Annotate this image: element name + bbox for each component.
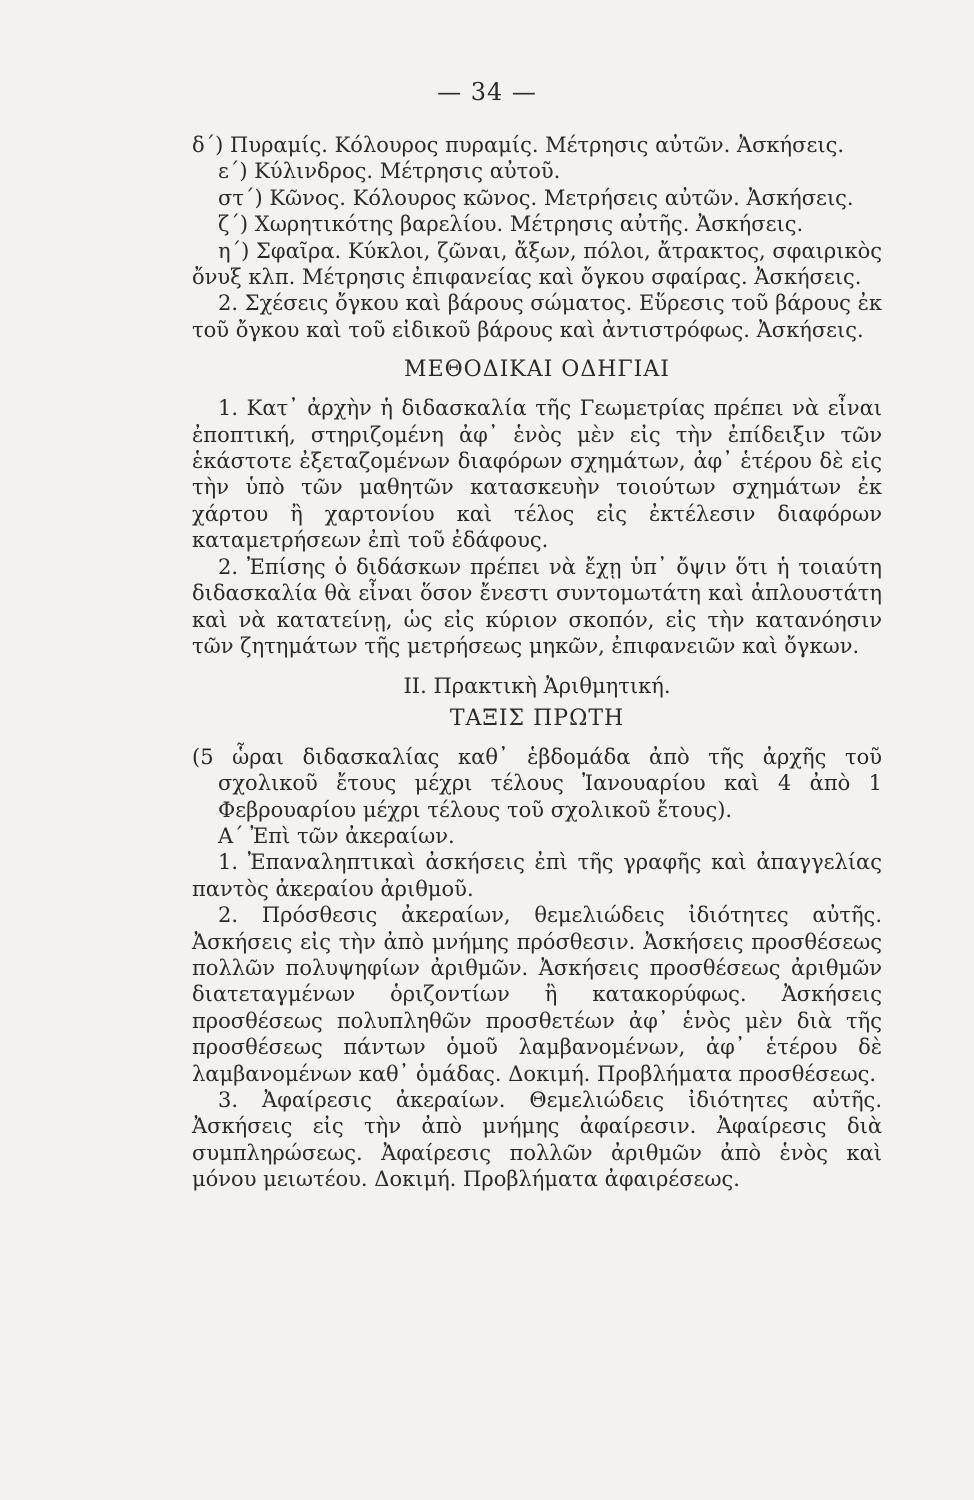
method-1: 1. Κατ᾽ ἀρχὴν ἡ διδασκαλία τῆς Γεωμετρίας πρέπει νὰ εἶναι ἐποπτική, στηριζομένη ἀφ᾽ ἑνὸς μὲν εἰς τὴν ἐπίδειξιν τῶν ἑκάστοτε ἐξεταζομένων διαφόρων σχημάτων, ἀφ᾽ ἑτέρου δὲ εἰς τὴν ὑπὸ τῶν μαθητῶν κατασκευὴν τοιούτων σχημάτων ἐκ χάρτου ἢ χαρτονίου καὶ τέλος εἰς ἐκτέλεσιν διαφόρων καταμετρήσεων ἐπὶ τοῦ ἐδάφους. [192,396,882,553]
page-number: — 34 — [437,78,537,106]
heading-methodical-guidelines: ΜΕΘΟΔΙΚΑΙ ΟΔΗΓΙΑΙ [404,357,670,383]
item-e: ε΄) Κύλινδρος. Μέτρησις αὐτοῦ. [218,159,561,184]
class-note: (5 ὧραι διδασκαλίας καθ᾽ ἑβδομάδα ἀπὸ τῆς ἀρχῆς τοῦ σχολικοῦ ἔτους μέχρι τέλους Ἰανουαρίου καὶ 4 ἀπὸ 1 Φεβρουαρίου μέχρι τέλους τοῦ σχολικοῦ ἔτους). [192,744,882,822]
arith-item-1: 1. Ἐπαναληπτικαὶ ἀσκήσεις ἐπὶ τῆς γραφῆς καὶ ἀπαγγελίας παντὸς ἀκεραίου ἀριθμοῦ. [192,850,882,901]
item-h: η΄) Σφαῖρα. Κύκλοι, ζῶναι, ἄξων, πόλοι, ἄτρακτος, σφαιρικὸς ὄνυξ κλπ. Μέτρησις ἐπιφανείας καὶ ὄγκου σφαίρας. Ἀσκήσεις. [192,238,882,290]
item-z: ζ΄) Χωρητικότης βαρελίου. Μέτρησις αὐτῆς. Ἀσκήσεις. [218,212,804,237]
part-a-title: Α΄ Ἐπὶ τῶν ἀκεραίων. [218,823,455,848]
arith-item-2: 2. Πρόσθεσις ἀκεραίων, θεμελιώδεις ἰδιότητες αὐτῆς. Ἀσκήσεις εἰς τὴν ἀπὸ μνήμης πρόσθεσιν. Ἀσκήσεις προσθέσεως πολλῶν πολυψηφίων ἀριθμῶν. Ἀσκήσεις προσθέσεως ἀριθμῶν διατεταγμένων ὁριζοντίων ἢ κατακορύφως. Ἀσκήσεις προσθέσεως πολυπληθῶν προσθετέων ἀφ᾽ ἑνὸς μὲν διὰ τῆς προσθέσεως πάντων ὁμοῦ λαμβανομένων, ἀφ᾽ ἑτέρου δὲ λαμβανομένων καθ᾽ ὁμάδας. Δοκιμή. Προβλήματα προσθέσεως. [192,903,882,1086]
arith-item-3: 3. Ἀφαίρεσις ἀκεραίων. Θεμελιώδεις ἰδιότητες αὐτῆς. Ἀσκήσεις εἰς τὴν ἀπὸ μνήμης ἀφαίρεσιν. Ἀφαίρεσις διὰ συμπληρώσεως. Ἀφαίρεσις πολλῶν ἀριθμῶν ἀπὸ ἑνὸς καὶ μόνου μειωτέου. Δοκιμή. Προβλήματα ἀφαιρέσεως. [192,1088,882,1192]
method-2: 2. Ἐπίσης ὁ διδάσκων πρέπει νὰ ἔχῃ ὑπ᾽ ὄψιν ὅτι ἡ τοιαύτη διδασκαλία θὰ εἶναι ὅσον ἔνεστι συντομωτάτη καὶ ἁπλουστάτη καὶ νὰ κατατείνῃ, ὡς εἰς κύριον σκοπόν, εἰς τὴν κατανόησιν τῶν ζητημάτων τῆς μετρήσεως μηκῶν, ἐπιφανειῶν καὶ ὄγκων. [192,554,882,658]
item-st: στ΄) Κῶνος. Κόλουρος κῶνος. Μετρήσεις αὐτῶν. Ἀσκήσεις. [218,185,854,210]
item-2-volume-weight: 2. Σχέσεις ὄγκου καὶ βάρους σώματος. Εὕρεσις τοῦ βάρους ἐκ τοῦ ὄγκου καὶ τοῦ εἰδικοῦ βάρους καὶ ἀντιστρόφως. Ἀσκήσεις. [192,291,882,342]
section-title: ΙΙ. Πρακτικὴ Ἀριθμητική. [403,674,671,699]
item-d: δ΄) Πυραμίς. Κόλουρος πυραμίς. Μέτρησις αὐτῶν. Ἀσκήσεις. [192,133,845,157]
class-title: ΤΑΞΙΣ ΠΡΩΤΗ [449,705,625,731]
body-text [192,132,882,1193]
